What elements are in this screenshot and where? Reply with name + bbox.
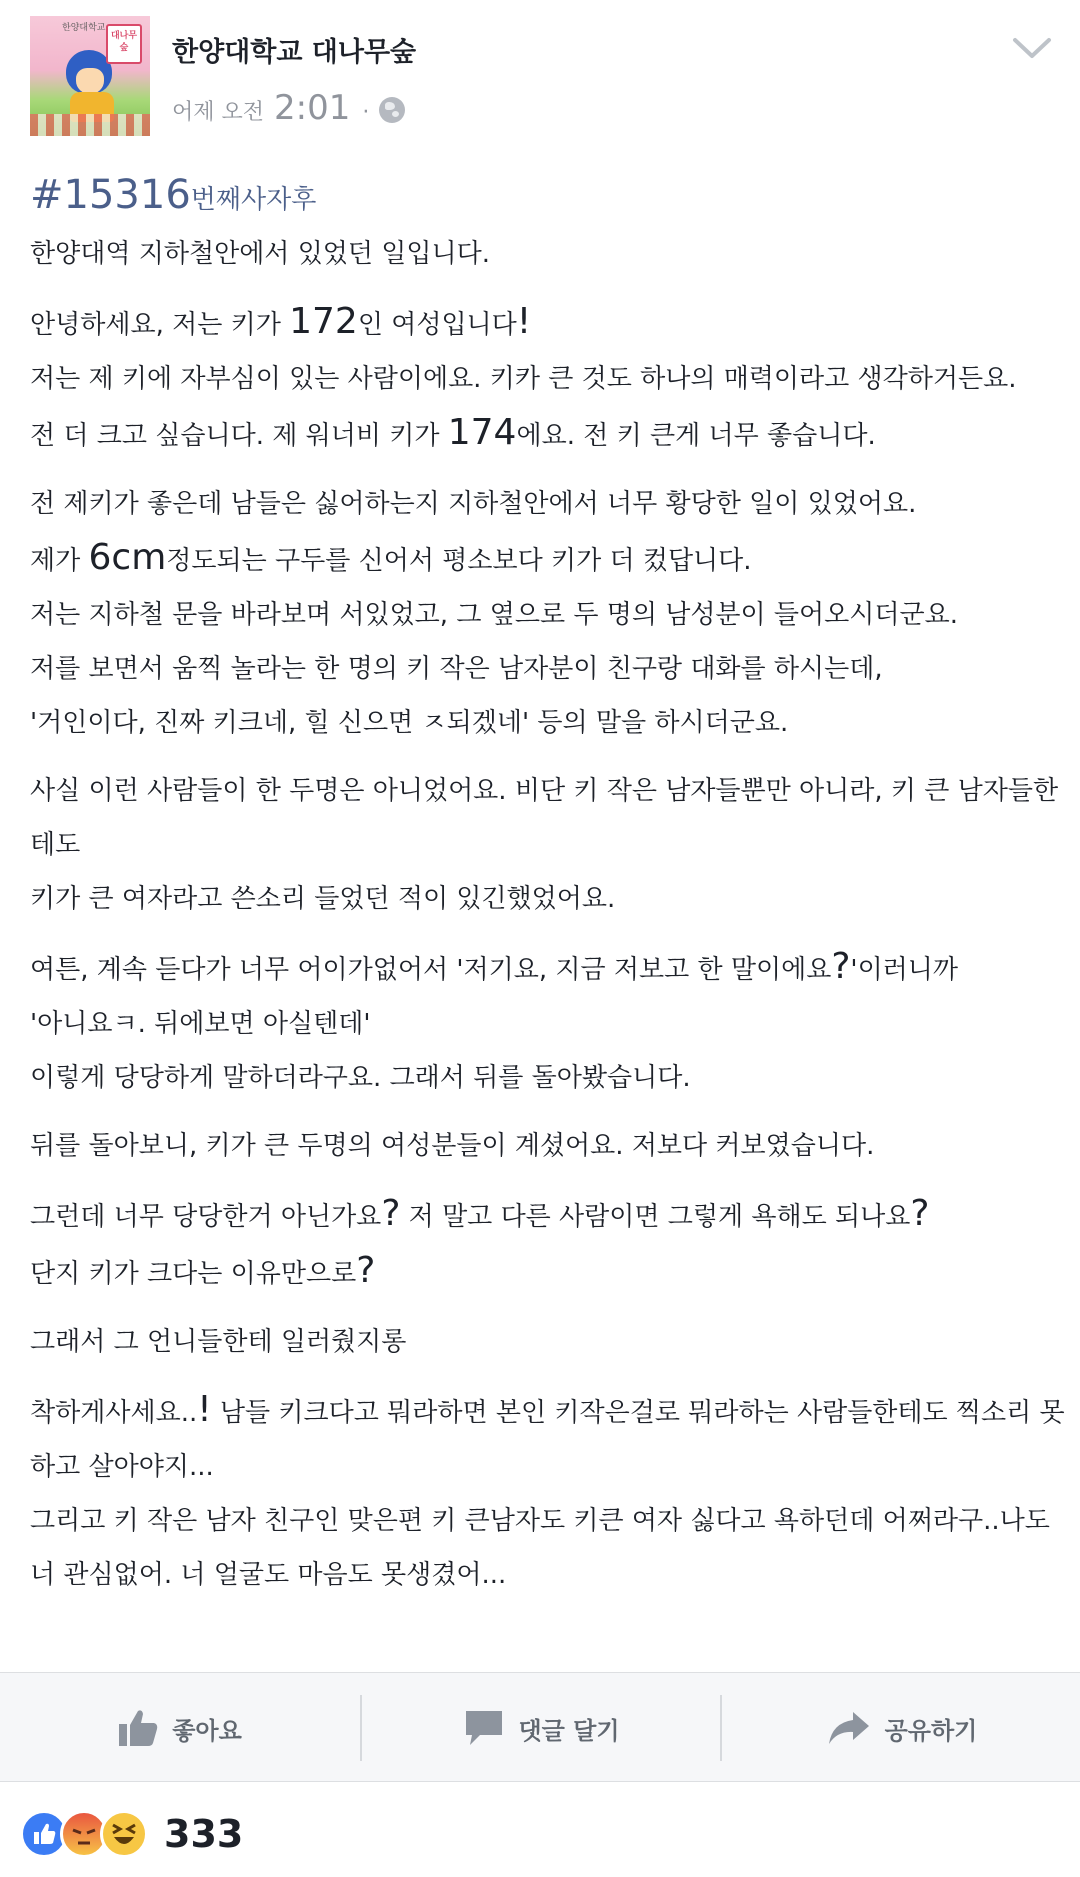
post-content: [30, 168, 1065, 1606]
post-text-line: '거인이다, 진짜 키크네, 힐 신으면 ㅈ되겠네' 등의 말을 하시더군요.: [30, 708, 789, 738]
post-header: [0, 0, 1080, 150]
reaction-count: 333: [164, 1812, 244, 1856]
globe-icon[interactable]: [379, 97, 405, 123]
post-text-line: 너 관심없어. 너 얼굴도 마음도 못생겼어...: [30, 1560, 507, 1590]
comment-button[interactable]: [362, 1673, 722, 1783]
page-name[interactable]: 한양대학교 대나무숲: [172, 37, 417, 68]
hashtag-suffix: 번째사자후: [190, 185, 317, 215]
post-text-line: '아니요ㅋ. 뒤에보면 아실텐데': [30, 1009, 371, 1039]
post-text-line: 여튼, 계속 듣다가 너무 어이가없어서 '저기요, 지금 저보고 한 말이에요?'이러니까: [30, 946, 959, 987]
chevron-down-icon[interactable]: [1012, 36, 1052, 60]
like-button[interactable]: [0, 1673, 360, 1783]
post-time[interactable]: 2:01: [274, 88, 351, 128]
share-button[interactable]: [722, 1673, 1080, 1783]
like-label: 좋아요: [172, 1716, 242, 1745]
post-paragraph: [30, 1187, 1060, 1301]
comment-icon: [464, 1709, 504, 1747]
post-paragraph: [30, 940, 1060, 1105]
post-paragraph: [30, 227, 1060, 281]
post-text-line: 안녕하세요, 저는 키가 172인 여성입니다!: [30, 301, 532, 342]
post-text-line: 저는 제 키에 자부심이 있는 사람이에요. 키카 큰 것도 하나의 매력이라고 생각하거든요.: [30, 364, 1017, 394]
post-text-line: 단지 키가 크다는 이유만으로?: [30, 1250, 376, 1291]
post-paragraph: [30, 1119, 1060, 1173]
avatar-caption: 한양대학교: [62, 23, 106, 33]
avatar-sign: 대나무숲: [106, 24, 142, 64]
post-meta: [172, 88, 405, 128]
post-text-line: 하고 살아야지...: [30, 1452, 214, 1482]
action-bar: [0, 1672, 1080, 1782]
comment-label: 댓글 달기: [518, 1716, 620, 1745]
post-text-line: 테도: [30, 830, 81, 860]
post-text-line: 전 더 크고 싶습니다. 제 워너비 키가 174에요. 전 키 큰게 너무 좋습니다.: [30, 412, 876, 453]
hashtag-link[interactable]: [30, 168, 1060, 227]
post-text-line: 그래서 그 언니들한테 일러줬지롱: [30, 1327, 407, 1357]
post-text-line: 뒤를 돌아보니, 키가 큰 두명의 여성분들이 계셨어요. 저보다 커보였습니다.: [30, 1131, 875, 1161]
post-text-line: 저를 보면서 움찍 놀라는 한 명의 키 작은 남자분이 친구랑 대화를 하시는데,: [30, 654, 883, 684]
post-date[interactable]: 어제 오전: [172, 100, 265, 125]
post-text-line: 한양대역 지하철안에서 있었던 일입니다.: [30, 239, 491, 269]
avatar-picnic-mat: [30, 114, 150, 136]
post-paragraph: [30, 764, 1060, 926]
post-text-line: 제가 6cm정도되는 구두를 신어서 평소보다 키가 더 컸답니다.: [30, 537, 752, 578]
page-avatar[interactable]: [30, 16, 150, 136]
post-paragraph: [30, 477, 1060, 750]
share-arrow-icon: [827, 1710, 871, 1746]
meta-separator: ·: [362, 100, 370, 125]
hashtag-number: #15316: [30, 172, 191, 218]
post-body: [30, 227, 1065, 1602]
post-paragraph: [30, 1383, 1065, 1602]
post-text-line: 이렇게 당당하게 말하더라구요. 그래서 뒤를 돌아봤습니다.: [30, 1063, 691, 1093]
post-text-line: 착하게사세요..! 남들 키크다고 뭐라하면 본인 키작은걸로 뭐라하는 사람들한테도 찍소리 못: [30, 1389, 1065, 1430]
thumbs-up-icon: [118, 1709, 158, 1747]
post-paragraph: [30, 295, 1060, 463]
post-text-line: 사실 이런 사람들이 한 두명은 아니었어요. 비단 키 작은 남자들뿐만 아니라, 키 큰 남자들한: [30, 776, 1059, 806]
haha-reaction-icon: [100, 1810, 148, 1858]
post-text-line: 저는 지하철 문을 바라보며 서있었고, 그 옆으로 두 명의 남성분이 들어오시더군요.: [30, 600, 959, 630]
post-text-line: 키가 큰 여자라고 쓴소리 들었던 적이 있긴했었어요.: [30, 884, 616, 914]
share-label: 공유하기: [884, 1716, 978, 1745]
post-text-line: 전 제키가 좋은데 남들은 싫어하는지 지하철안에서 너무 황당한 일이 있었어요.: [30, 489, 917, 519]
avatar-character-face: [76, 68, 104, 94]
reactions-summary[interactable]: [20, 1806, 243, 1862]
post-paragraph: [30, 1315, 1060, 1369]
post-text-line: 그리고 키 작은 남자 친구인 맞은편 키 큰남자도 키큰 여자 싫다고 욕하던데 어쩌라구..나도: [30, 1506, 1050, 1536]
post-text-line: 그런데 너무 당당한거 아닌가요? 저 말고 다른 사람이면 그렇게 욕해도 되나요?: [30, 1193, 930, 1234]
